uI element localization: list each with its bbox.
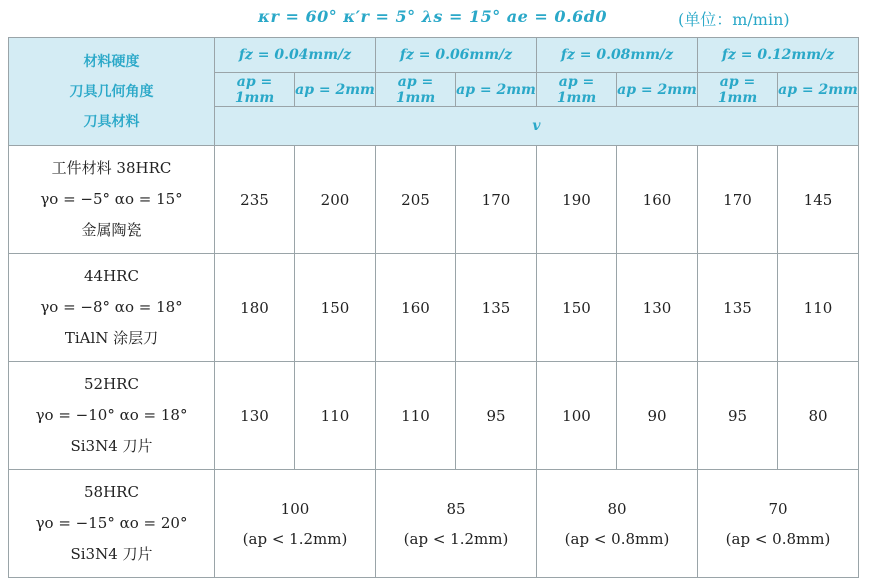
tool-line: Si3N4 刀片 bbox=[70, 545, 153, 563]
fz-group-header: fz = 0.06mm/z bbox=[376, 38, 537, 73]
speed-value: 85 bbox=[446, 499, 466, 518]
ap-header: ap = 2mm bbox=[456, 73, 537, 107]
row-header-line: 刀具几何角度 bbox=[69, 83, 154, 100]
speed-cell: 110 bbox=[295, 362, 376, 470]
table-row bbox=[9, 146, 859, 254]
merged-speed-cell bbox=[537, 470, 698, 578]
speed-cell: 130 bbox=[215, 362, 295, 470]
merged-speed-cell bbox=[376, 470, 537, 578]
ap-header: ap = 1mm bbox=[376, 73, 456, 107]
depth-note: (ap < 1.2mm) bbox=[403, 529, 509, 548]
speed-cell: 180 bbox=[215, 254, 295, 362]
row-header-cell bbox=[9, 38, 215, 146]
speed-cell: 150 bbox=[537, 254, 617, 362]
fz-group-header: fz = 0.04mm/z bbox=[215, 38, 376, 73]
ap-header: ap = 1mm bbox=[215, 73, 295, 107]
speed-cell: 90 bbox=[617, 362, 698, 470]
geometry-line: γo = −8° αo = 18° bbox=[40, 298, 183, 316]
speed-cell: 235 bbox=[215, 146, 295, 254]
table-row bbox=[9, 254, 859, 362]
speed-cell: 160 bbox=[376, 254, 456, 362]
row-header-line: 刀具材料 bbox=[83, 113, 140, 130]
table-caption bbox=[0, 0, 885, 36]
speed-cell: 110 bbox=[778, 254, 859, 362]
speed-cell: 160 bbox=[617, 146, 698, 254]
row-header-line: 材料硬度 bbox=[83, 53, 140, 70]
tool-line: 金属陶瓷 bbox=[81, 221, 142, 239]
speed-cell: 110 bbox=[376, 362, 456, 470]
cutting-parameters: κr = 60° κ′r = 5° λs = 15° ae = 0.6d0 bbox=[258, 7, 608, 26]
speed-cell: 145 bbox=[778, 146, 859, 254]
speed-cell: 135 bbox=[698, 254, 778, 362]
material-cell bbox=[9, 470, 215, 578]
speed-cell: 95 bbox=[456, 362, 537, 470]
tool-line: TiAlN 涂层刀 bbox=[64, 329, 159, 347]
speed-cell: 170 bbox=[698, 146, 778, 254]
table-row bbox=[9, 362, 859, 470]
speed-cell: 95 bbox=[698, 362, 778, 470]
depth-note: (ap < 0.8mm) bbox=[725, 529, 831, 548]
tool-line: Si3N4 刀片 bbox=[70, 437, 153, 455]
material-cell bbox=[9, 362, 215, 470]
speed-cell: 80 bbox=[778, 362, 859, 470]
merged-speed-cell bbox=[215, 470, 376, 578]
v-header: v bbox=[215, 107, 859, 146]
speed-cell: 130 bbox=[617, 254, 698, 362]
ap-header: ap = 2mm bbox=[295, 73, 376, 107]
material-line: 44HRC bbox=[84, 267, 139, 285]
material-line: 58HRC bbox=[84, 483, 139, 501]
speed-cell: 200 bbox=[295, 146, 376, 254]
speed-cell: 150 bbox=[295, 254, 376, 362]
speed-cell: 135 bbox=[456, 254, 537, 362]
table-row bbox=[9, 470, 859, 578]
geometry-line: γo = −10° αo = 18° bbox=[35, 406, 188, 424]
material-cell bbox=[9, 146, 215, 254]
speed-cell: 100 bbox=[537, 362, 617, 470]
depth-note: (ap < 1.2mm) bbox=[242, 529, 348, 548]
cutting-speed-table bbox=[8, 37, 859, 578]
material-line: 工件材料 38HRC bbox=[51, 159, 172, 177]
fz-group-header: fz = 0.12mm/z bbox=[698, 38, 859, 73]
speed-value: 100 bbox=[280, 499, 310, 518]
material-line: 52HRC bbox=[84, 375, 139, 393]
speed-value: 70 bbox=[768, 499, 788, 518]
speed-cell: 190 bbox=[537, 146, 617, 254]
fz-group-header: fz = 0.08mm/z bbox=[537, 38, 698, 73]
merged-speed-cell bbox=[698, 470, 859, 578]
speed-cell: 170 bbox=[456, 146, 537, 254]
ap-header: ap = 2mm bbox=[778, 73, 859, 107]
speed-value: 80 bbox=[607, 499, 627, 518]
material-cell bbox=[9, 254, 215, 362]
ap-header: ap = 2mm bbox=[617, 73, 698, 107]
ap-header: ap = 1mm bbox=[698, 73, 778, 107]
speed-cell: 205 bbox=[376, 146, 456, 254]
ap-header: ap = 1mm bbox=[537, 73, 617, 107]
geometry-line: γo = −5° αo = 15° bbox=[40, 190, 183, 208]
unit-label: (单位：m/min) bbox=[678, 10, 790, 29]
depth-note: (ap < 0.8mm) bbox=[564, 529, 670, 548]
geometry-line: γo = −15° αo = 20° bbox=[35, 514, 188, 532]
